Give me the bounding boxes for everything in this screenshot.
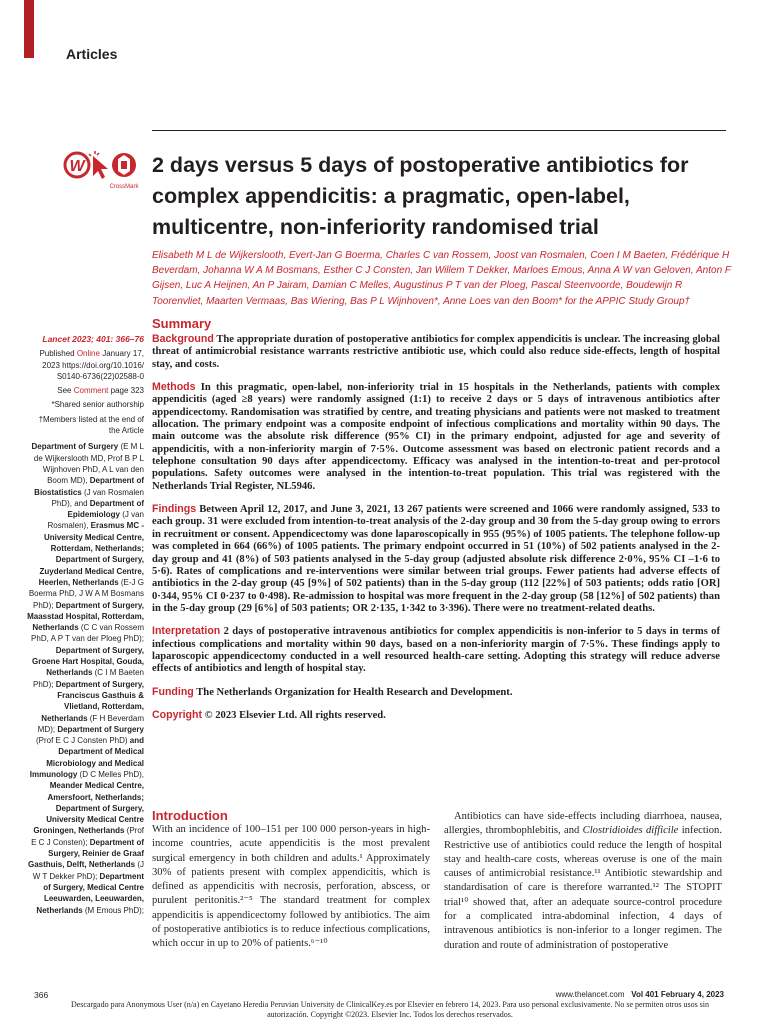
open-access-icon[interactable]: [65, 153, 89, 177]
affiliation: Department of Biostatistics (J van Rosmalen PhD), and: [34, 476, 144, 508]
see-comment: See Comment page 323: [57, 386, 144, 396]
summary-methods: Methods In this pragmatic, open-label, non-inferiority trial in 15 hospitals in the Netherlands, patients with complex appendicitis (aged ≥8 years) were randomly assigned (1:1) to receive 2 days or 5 days of intravenous antibiotics after appendicectomy. Randomisation was stratified by centre, and treating physicians and patients were not masked to treatment allocation. The primary endpoint was a composite endpoint of infectious complications and mortality within 90 days. The main outcome was the absolute risk difference (95% CI) in the primary endpoint, adjusted for age and severity of appendicitis, with a non-inferiority margin of 7·5%. Outcome assessment was based on electronic patient records and a telephone consultation 90 days after appendicectomy. Efficacy was analysed in the intention-to-treat and per-protocol populations. Safety outcomes were analysed in the intention-to-treat population. This trial was registered with the Netherlands Trial Register, NL5946.: [152, 381, 720, 492]
members-note: †Members listed at the end of the Article: [38, 414, 144, 436]
affiliation: Department of Surgery, Franciscus Gasthuis & Vlietland, Rotterdam, Netherlands (F H Beverdam MD);: [37, 679, 144, 734]
affiliation: Meander Medical Centre, Amersfoort, Netherlands; Department of Surgery, University Medical Centre Groningen, Netherlands (Prof E C J Consten);: [31, 781, 144, 847]
download-notice: Descargado para Anonymous User (n/a) en Cayetano Heredia Peruvian University de ClinicalKey.es por Elsevier en febrero 14, 2023. Para uso personal exclusivamente. No se permiten otros usos sin autorización. Copyright ©2023. Elsevier Inc. Todos los derechos reservados.: [70, 1000, 710, 1019]
summary-background: Background The appropriate duration of postoperative antibiotics for complex appendicitis is unclear. The increasing global threat of antimicrobial resistance warrants restrictive antibiotic use, which could also reduce side-effects, length of hospital stay, and costs.: [152, 333, 720, 370]
site-link[interactable]: www.thelancet.com: [555, 990, 625, 999]
journal-color-bar: [24, 0, 34, 58]
article-title: 2 days versus 5 days of postoperative antibiotics for complex appendicitis: a pragmatic, open-label, multicentre, non-inferiority randomised trial: [152, 153, 689, 239]
sidebar: [26, 334, 144, 916]
svg-text:W: W: [69, 158, 85, 175]
summary-interpretation: Interpretation 2 days of postoperative intravenous antibiotics for complex appendicitis is non-inferior to 5 days in terms of infectious complications and mortality within 90 days, based on a non-inferiority margin of 7·5%. These findings apply to laparoscopic appendicectomy conducted in a well resourced health-care setting. Adopting this strategy will reduce adverse effects of antibiotics and length of hospital stay.: [152, 625, 720, 675]
affiliation: Department of Epidemiology (J van Rosmalen),: [47, 498, 144, 531]
page-number: 366: [34, 990, 49, 1000]
introduction-column-2: Antibiotics can have side-effects including diarrhoea, nausea, allergies, thrombophlebitis, and Clostridioides difficile infection. Restrictive use of antibiotics could reduce the length of hospital stay and health-care costs, whereas overuse is one of the main causes of antimicrobial resistance.¹¹ Antibiotic stewardship and standardisation of care is therefore warranted.¹² The STOPIT trial¹⁰ showed that, after an adequate source-control procedure for a complicated intra-abdominal infection, 4 days of intravenous antibiotics is non-inferior to a longer regimen. The duration and route of administration of postoperative: [444, 811, 722, 951]
section-label: Articles: [66, 46, 118, 62]
published-info: Published Online January 17, 2023 https://doi.org/10.1016/ S0140-6736(22)02588-0: [39, 349, 144, 381]
journal-footer: [556, 990, 724, 999]
article-icons: [62, 150, 140, 190]
species-name: Clostridioides difficile: [582, 825, 679, 837]
summary-heading: Summary: [152, 316, 212, 331]
header-rule: [152, 130, 726, 131]
introduction-heading: Introduction: [152, 808, 228, 823]
affiliations: [26, 441, 144, 915]
crossmark-label: CrossMark: [109, 184, 139, 190]
summary-abstract: [152, 333, 720, 732]
summary-funding: Funding The Netherlands Organization for Health Research and Development.: [152, 685, 513, 698]
issue-info: Vol 401 February 4, 2023: [631, 990, 724, 999]
affiliation: Department of Surgery (Prof E C J Consten PhD): [35, 724, 144, 746]
summary-copyright: Copyright © 2023 Elsevier Ltd. All rights reserved.: [152, 708, 386, 721]
affiliation: Department of Surgery, Maasstad Hospital, Rotterdam, Netherlands (C C van Rossem PhD, A P T van der Ploeg PhD);: [27, 600, 144, 644]
affiliation: Erasmus MC - University Medical Centre, Rotterdam, Netherlands; Department of Surgery, Zuyderland Medical Centre, Heerlen, Netherlands (E-J G Boerma PhD, J W A M Bosmans PhD);: [28, 521, 144, 610]
affiliation: Department of Surgery, Groene Hart Hospital, Gouda, Netherlands (C I M Baeten PhD);: [31, 645, 144, 689]
summary-findings: Findings Between April 12, 2017, and June 3, 2021, 13 267 patients were screened and 1066 were randomly assigned, 533 to each group. 31 were excluded from intention-to-treat analysis of the 2-day group and 30 from the 5-day group owing to errors in recruitment or consent. Appendicectomy was done laparoscopically in 955 (95%) of 1005 patients. The telephone follow-up was completed in 664 (66%) of 1005 patients. The primary endpoint occurred in 51 (10%) of 502 patients analysed in the 2-day group and 41 (8%) of 503 patients analysed in the 5-day group (adjusted absolute risk difference 2·0%, 95% CI –1·6 to 5·6). Rates of complications and re-interventions were similar between trial groups. Fewer patients had adverse effects of antibiotics in the 2-day group (45 [9%] of 502 patients) than in the 5-day group (112 [22%] of 503 patients; odds ratio [OR] 0·344, 95% CI 0·237 to 0·498). Re-admission to hospital was more frequent in the 2-day group (58 [12%] of 502 patients) than in the 5-day group (29 [6%] of 503 patients; OR 2·135, 1·342 to 3·396). There were no treatment-related deaths.: [152, 503, 720, 614]
cursor-icon[interactable]: [89, 151, 108, 179]
affiliation: and Department of Medical Microbiology and Medical Immunology (D C Melles PhD),: [29, 736, 144, 779]
affiliation: Department of Surgery (E M L de Wijkerslooth MD, Prof B P L Wijnhoven PhD, A L van den Boom MD),: [31, 442, 144, 486]
author-list: Elisabeth M L de Wijkerslooth, Evert-Jan G Boerma, Charles C van Rossem, Joost van Rosmalen, Coen I M Baeten, Frédérique H Beverdam, Johanna W A M Bosmans, Esther C J Consten, Jan Willem T Dekker, Marloes Emous, Anna A W van Geloven, Anton F Gijsen, Luc A Heijnen, An P Jairam, Damian C Melles, Augustinus P T van der Ploeg, Pascal Steenvoorde, Boudewijn R Toorenvliet, Maarten Vermaas, Bas Wiering, Bas P L Wijnhoven*, Anne Loes van den Boom* for the APPIC Study Group†: [152, 250, 731, 307]
crossmark-icon[interactable]: [109, 153, 139, 190]
introduction-column-1: With an incidence of 100–151 per 100 000 person-years in high-income countries, acute appendicitis is the most prevalent surgical emergency in both children and adults.¹ Approximately 30% of patients present with complex appendicitis, which is defined as appendicitis with necrosis, perforation, abscess, or purulent peritonitis.²⁻⁵ The standard treatment for complex appendicitis is appendicectomy followed by antibiotics. The aim of postoperative antibiotics is to reduce infectious complications, which occur in up to 20% of patients.⁶⁻¹⁰: [152, 824, 430, 950]
online-link[interactable]: Online: [76, 349, 100, 359]
shared-authorship-note: *Shared senior authorship: [51, 400, 144, 410]
affiliation: Department of Surgery, Medical Centre Leeuwarden, Leeuwarden, Netherlands (M Emous PhD);: [36, 871, 144, 915]
affiliation: Department of Surgery, Reinier de Graaf Gasthuis, Delft, Netherlands (J W T Dekker PhD);: [27, 837, 144, 881]
citation: Lancet 2023; 401: 366–76: [42, 334, 144, 344]
comment-link[interactable]: Comment: [73, 386, 109, 396]
